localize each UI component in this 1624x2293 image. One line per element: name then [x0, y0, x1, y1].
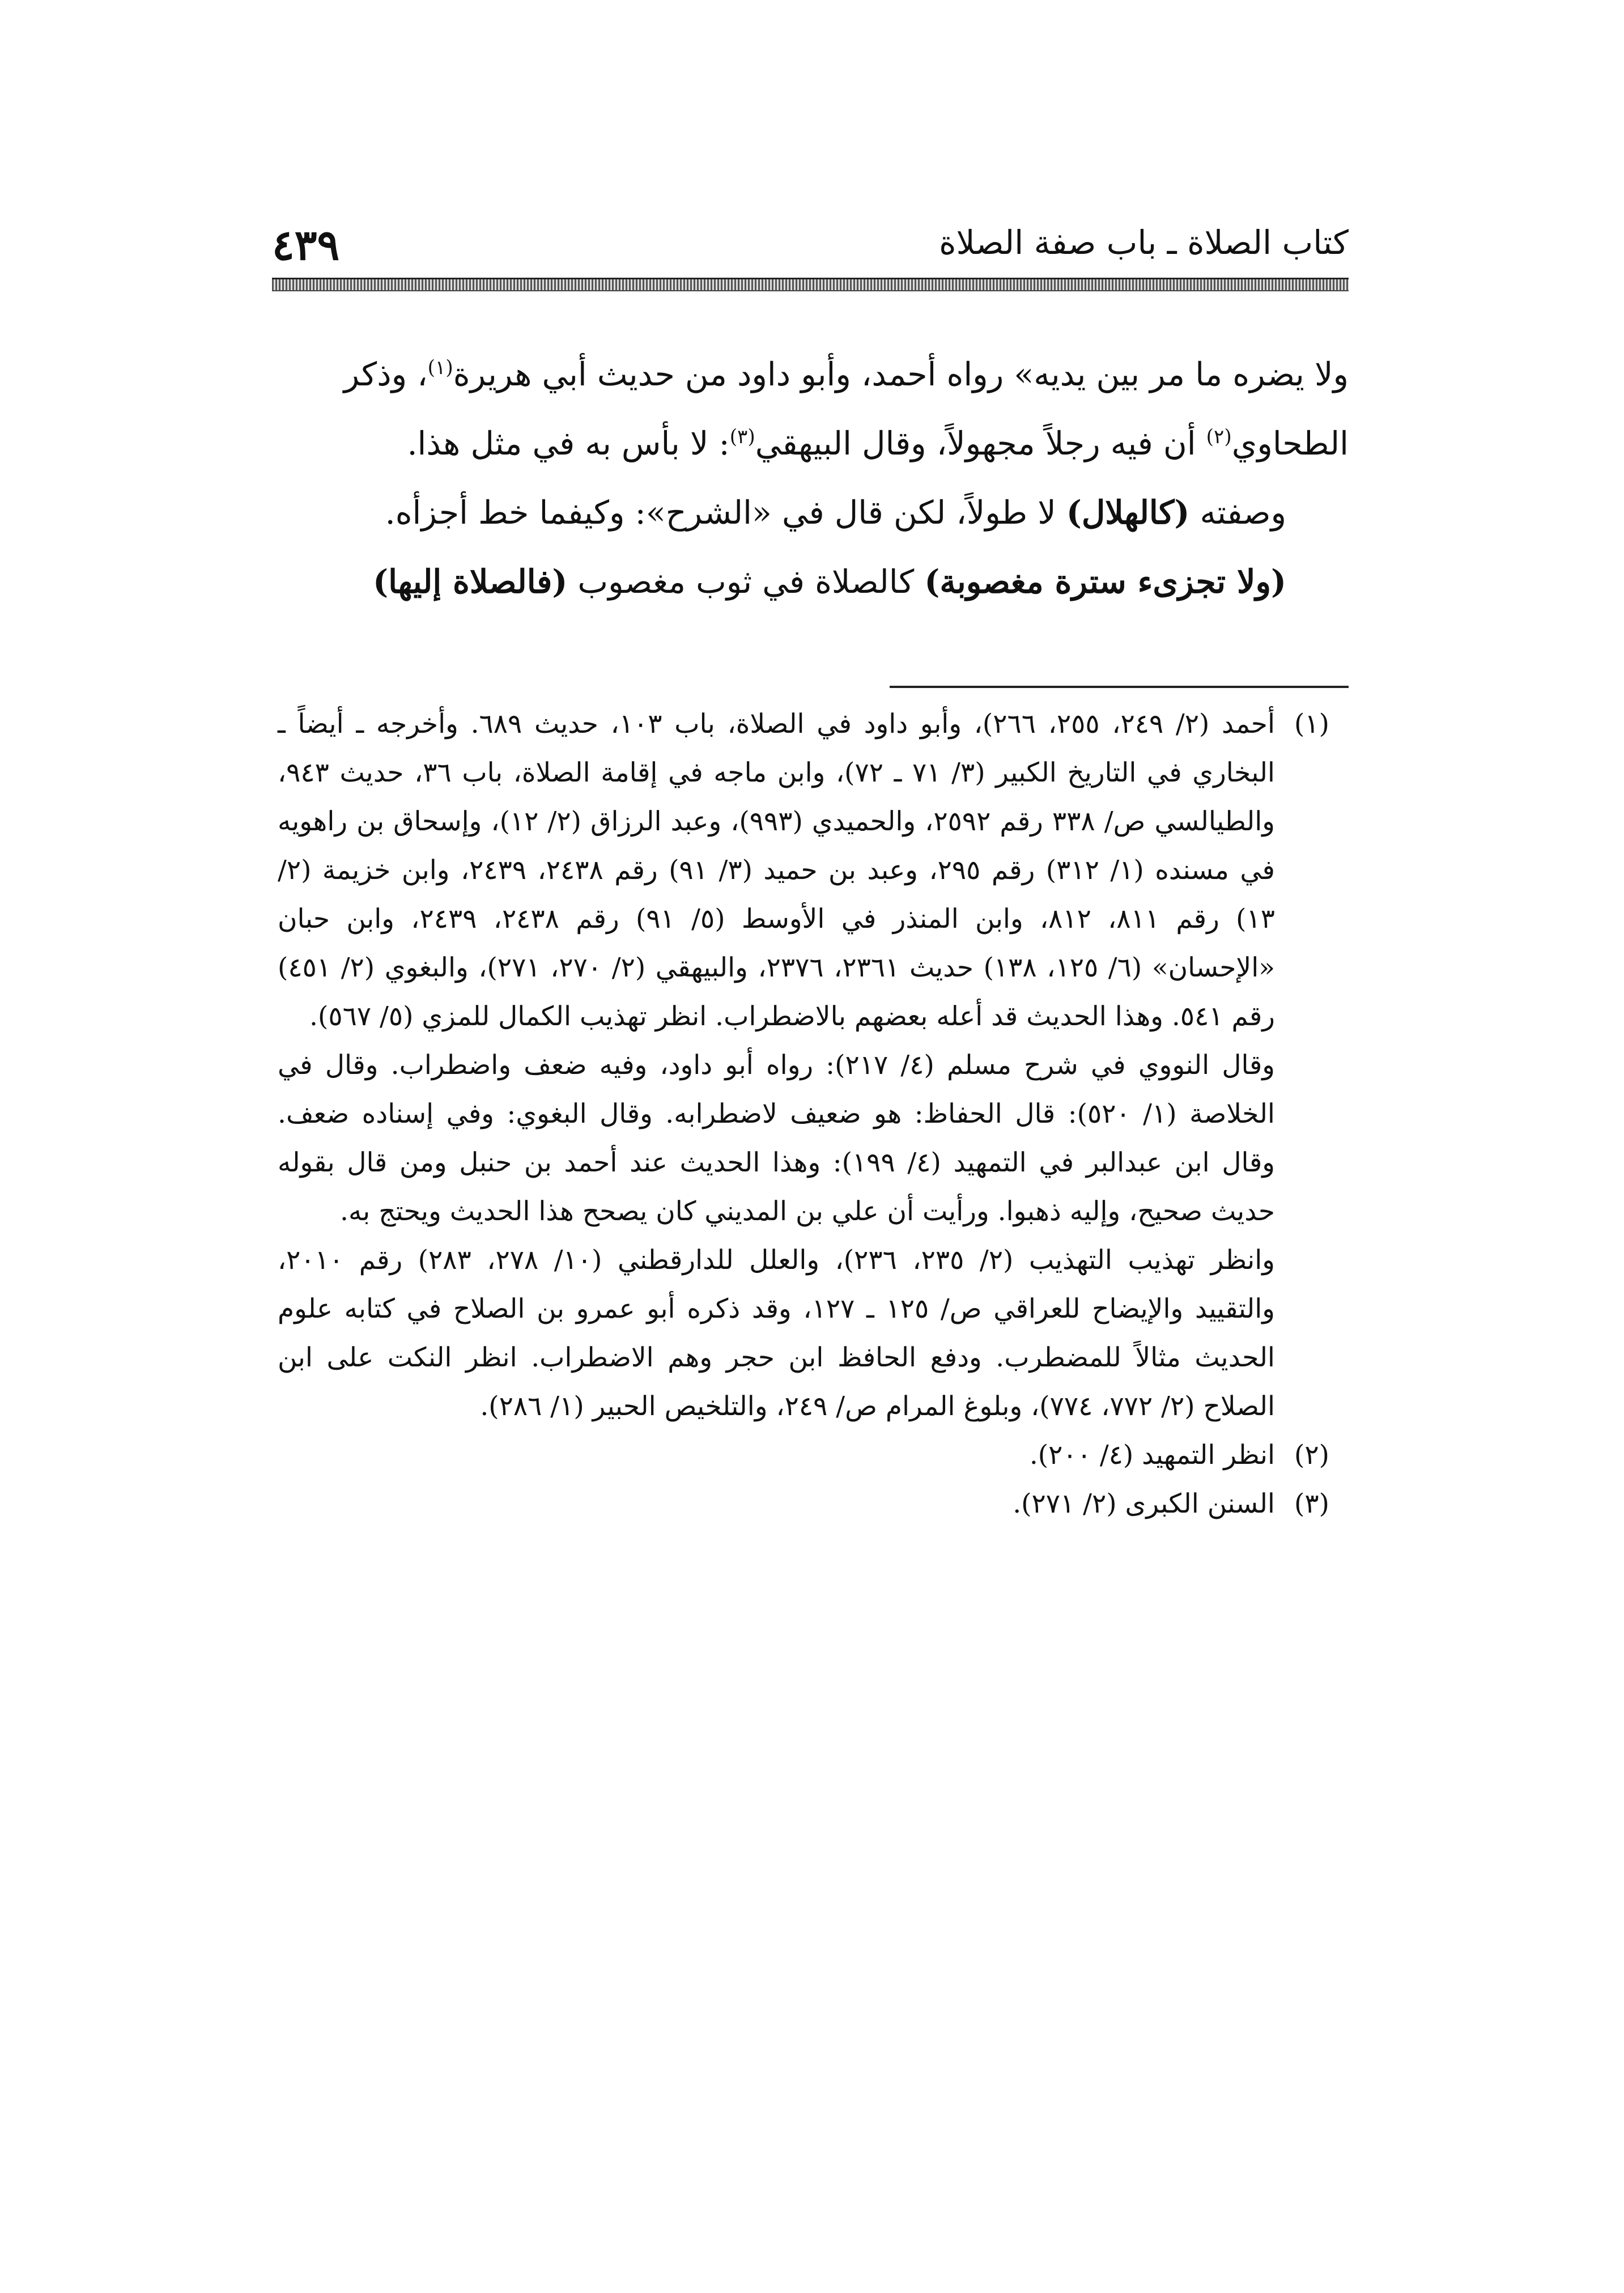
footnote-separator	[890, 686, 1349, 688]
footnote-ref-1: (١)	[427, 356, 453, 379]
footnote-ref-3: (٣)	[729, 426, 755, 448]
footnote-body	[278, 1431, 1275, 1480]
footnote-paragraph: وقال النووي في شرح مسلم (٤/ ٢١٧): رواه أبو داود، وفيه ضعف واضطراب. وقال في الخلاصة (١/ ٥٢٠): قال الحفاظ: هو ضعيف لاضطرابه. وقال البغوي: وفي إسناده ضعف. وقال ابن عبدالبر في التمهيد (٤/ ١٩٩): وهذا الحديث عند أحمد بن حنبل ومن قال بقوله حديث صحيح، وإليه ذهبوا. ورأيت أن علي بن المديني كان يصحح هذا الحديث ويحتج به.	[278, 1050, 1275, 1227]
footnote-1	[278, 700, 1349, 1431]
main-line-4: (ولا تجزىء سترة مغصوبة) كالصلاة في ثوب مغصوب (فالصلاة إليها)	[373, 563, 1286, 601]
main-line-2: الطحاوي$^{(٢)}$ أن فيه رجلاً مجهولاً، وقال البيهقي$^{(٣)}$: لا بأس به في مثل هذا.	[407, 425, 1349, 462]
main-line-3: وصفته (كالهلال) لا طولاً، لكن قال في «الشرح»: وكيفما خط أجزأه.	[385, 494, 1286, 532]
matn-term: (كالهلال)	[1066, 494, 1190, 532]
footnote-paragraph: أحمد (٢/ ٢٤٩، ٢٥٥، ٢٦٦)، وأبو داود في الصلاة، باب ١٠٣، حديث ٦٨٩. وأخرجه ـ أيضاً ـ البخاري في التاريخ الكبير (٣/ ٧١ ـ ٧٢)، وابن ماجه في إقامة الصلاة، باب ٣٦، حديث ٩٤٣، والطيالسي ص/ ٣٣٨ رقم ٢٥٩٢، والحميدي (٩٩٣)، وعبد الرزاق (٢/ ١٢)، وإسحاق بن راهويه في مسنده (١/ ٣١٢) رقم ٢٩٥، وعبد بن حميد (٣/ ٩١) رقم ٢٤٣٨، ٢٤٣٩، وابن خزيمة (٢/ ١٣) رقم ٨١١، ٨١٢، وابن المنذر في الأوسط (٥/ ٩١) رقم ٢٤٣٨، ٢٤٣٩، وابن حبان «الإحسان» (٦/ ١٢٥، ١٣٨) حديث ٢٣٦١، ٢٣٧٦، والبيهقي (٢/ ٢٧٠، ٢٧١)، والبغوي (٢/ ٤٥١) رقم ٥٤١. وهذا الحديث قد أعله بعضهم بالاضطراب. انظر تهذيب الكمال للمزي (٥/ ٥٦٧).	[278, 708, 1276, 1032]
footnote-number: (٢)	[1294, 1440, 1329, 1471]
main-text	[278, 340, 1349, 617]
footnote-number: (٣)	[1294, 1488, 1329, 1519]
footnote-body	[278, 1480, 1275, 1528]
footnote-2	[278, 1431, 1349, 1480]
footnote-body	[278, 700, 1275, 1431]
footnotes	[278, 700, 1349, 1528]
page-header	[272, 221, 1349, 278]
footnote-ref-2: (٢)	[1206, 426, 1232, 448]
running-title: كتاب الصلاة ـ باب صفة الصلاة	[939, 223, 1349, 262]
footnote-paragraph: انظر التمهيد (٤/ ٢٠٠).	[1029, 1440, 1275, 1471]
page-number: ٤٣٩	[272, 221, 340, 270]
matn-term: (فالصلاة إليها)	[373, 563, 568, 601]
main-line-1: ولا يضره ما مر بين يديه» رواه أحمد، وأبو داود من حديث أبي هريرة$^{(١)}$، وذكر	[343, 356, 1349, 393]
footnote-paragraph: وانظر تهذيب التهذيب (٢/ ٢٣٥، ٢٣٦)، والعلل للدارقطني (١٠/ ٢٧٨، ٢٨٣) رقم ٢٠١٠، والتقييد والإيضاح للعراقي ص/ ١٢٥ ـ ١٢٧، وقد ذكره أبو عمرو بن الصلاح في كتابه علوم الحديث مثالاً للمضطرب. ودفع الحافظ ابن حجر وهم الاضطراب. انظر النكت على ابن الصلاح (٢/ ٧٧٢، ٧٧٤)، وبلوغ المرام ص/ ٢٤٩، والتلخيص الحبير (١/ ٢٨٦).	[278, 1245, 1275, 1422]
footnote-3	[278, 1480, 1349, 1528]
matn-term: (ولا تجزىء سترة مغصوبة)	[924, 563, 1286, 601]
footnote-paragraph: السنن الكبرى (٢/ ٢٧١).	[1013, 1488, 1275, 1519]
footnote-number: (١)	[1294, 708, 1329, 740]
header-rule	[272, 278, 1349, 291]
